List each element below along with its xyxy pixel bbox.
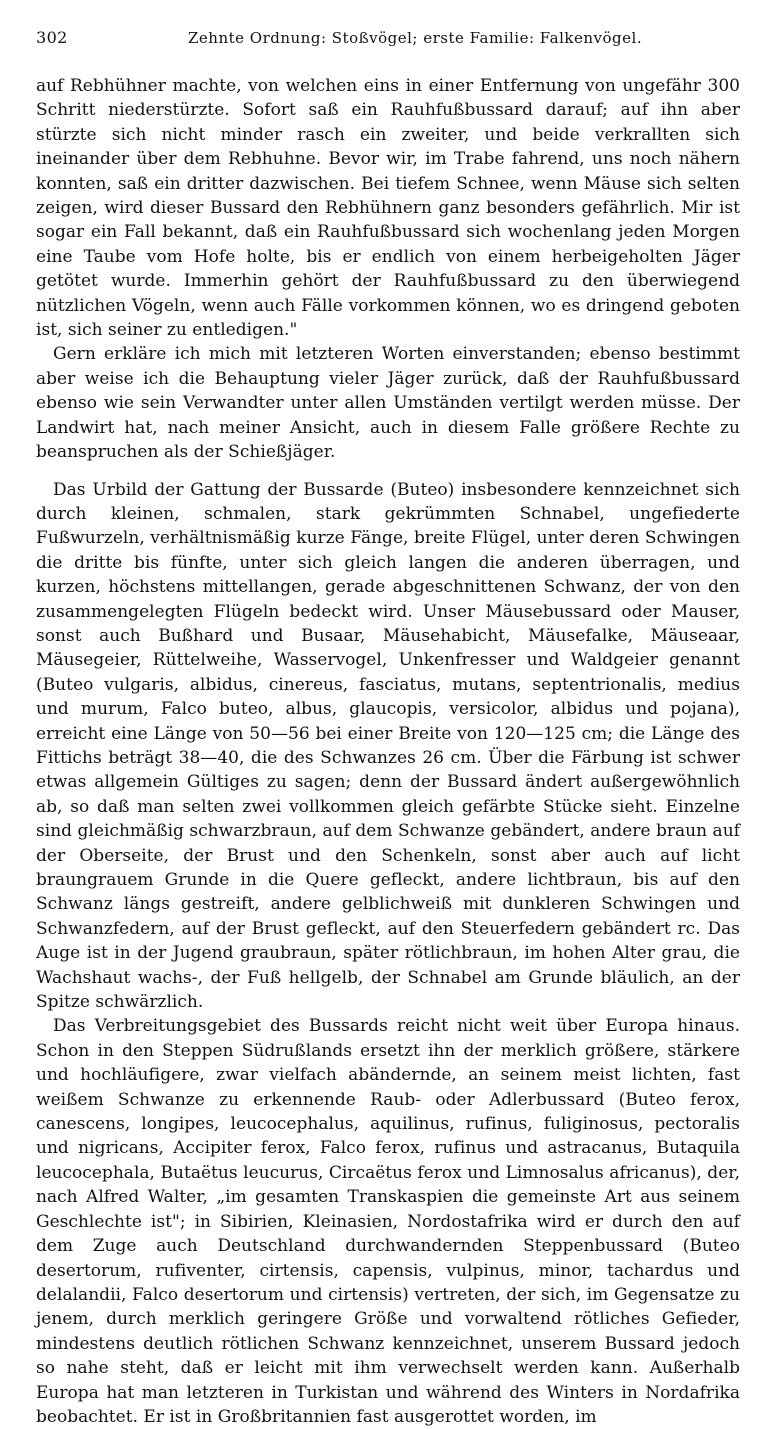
running-title: Zehnte Ordnung: Stoßvögel; erste Familie: Falkenvögel. bbox=[188, 29, 643, 47]
paragraph-buteo-description: Das Urbild der Gattung der Bussarde (Buteo) insbesondere kennzeichnet sich durch kleinen, schmalen, stark gekrümmten Schnabel, ungefiederte Fußwurzeln, verhältnismäßig kurze Fänge, breite Flügel, unter deren Schwingen die dritte bis fünfte, unter sich gleich langen die anderen überragen, und kurzen, höchstens mittellangen, gerade abgeschnittenen Schwanz, der von den zusammengelegten Flügeln bedeckt wird. Unser Mäusebussard oder Mauser, sonst auch Bußhard und Busaar, Mäusehabicht, Mäusefalke, Mäuseaar, Mäusegeier, Rüttelweihe, Wasservogel, Unkenfresser und Waldgeier genannt (Buteo vulgaris, albidus, cinereus, fasciatus, mutans, septentrionalis, medius und murum, Falco buteo, albus, glaucopis, versicolor, albidus und pojana), erreicht eine Länge von 50—56 bei einer Breite von 120—125 cm; die Länge des Fittichs beträgt 38—40, die des Schwanzes 26 cm. Über die Färbung ist schwer etwas allgemein Gültiges zu sagen; denn der Bussard ändert außergewöhnlich ab, so daß man selten zwei vollkommen gleich gefärbte Stücke sieht. Einzelne sind gleichmäßig schwarzbraun, auf dem Schwanze gebändert, andere braun auf der Oberseite, der Brust und den Schenkeln, sonst aber auch auf licht braungrauem Grunde in die Quere gefleckt, andere lichtbraun, bis auf den Schwanz längs gestreift, andere gelblichweiß mit dunkleren Schwingen und Schwanzfedern, auf der Brust gefleckt, auf den Steuerfedern gebändert rc. Das Auge ist in der Jugend graubraun, später rötlichbraun, im hohen Alter grau, die Wachshaut wachs-, der Fuß hellgelb, der Schnabel am Grunde bläulich, an der Spitze schwärzlich. bbox=[36, 479, 740, 1013]
page-number: 302 bbox=[36, 28, 68, 47]
page-body bbox=[36, 74, 740, 1429]
paragraph-distribution: Das Verbreitungsgebiet des Bussards reicht nicht weit über Europa hinaus. Schon in den Steppen Südrußlands ersetzt ihn der merklich größere, stärkere und hochläufigere, zwar vielfach abändernde, an seinem meist lichten, fast weißem Schwanze zu erkennende Raub- oder Adlerbussard (Buteo ferox, canescens, longipes, leucocephalus, aquilinus, rufinus, fuliginosus, pectoralis und nigricans, Accipiter ferox, Falco ferox, rufinus und astracanus, Butaquila leucocephala, Butaëtus leucurus, Circaëtus ferox und Limnosalus africanus), der, nach Alfred Walter, „im gesamten Transkaspien die gemeinste Art aus seinem Geschlechte ist"; in Sibirien, Kleinasien, Nordostafrika wird er durch den auf dem Zuge auch Deutschland durchwandernden Steppenbussard (Buteo desertorum, rufiventer, cirtensis, capensis, vulpinus, minor, tachardus und delalandii, Falco desertorum und cirtensis) vertreten, der sich, im Gegensatze zu jenem, durch merklich geringere Größe und vorwaltend rötliches Gefieder, mindestens deutlich rötlichen Schwanz kennzeichnet, unserem Bussard jedoch so nahe steht, daß er leicht mit ihm verwechselt werden kann. Außerhalb Europa hat man letzteren in Turkistan und während des Winters in Nordafrika beobachtet. Er ist in Großbritannien fast ausgerottet worden, im bbox=[36, 1016, 740, 1427]
paragraph-continuation: auf Rebhühner machte, von welchen eins in einer Entfernung von ungefähr 300 Schritt niederstürzte. Sofort saß ein Rauhfußbussard darauf; auf ihn aber stürzte sich nicht minder rasch ein zweiter, und beide verkrallten sich ineinander über dem Rebhuhne. Bevor wir, im Trabe fahrend, uns noch nähern konnten, saß ein dritter dazwischen. Bei tiefem Schnee, wenn Mäuse sich selten zeigen, wird dieser Bussard den Rebhühnern ganz besonders gefährlich. Mir ist sogar ein Fall bekannt, daß ein Rauhfußbussard sich wochenlang jeden Morgen eine Taube vom Hofe holte, bis er endlich von einem herbeigeholten Jäger getötet wurde. Immerhin gehört der Rauhfußbussard zu den überwiegend nützlichen Vögeln, wenn auch Fälle vorkommen können, wo es dringend geboten ist, sich seiner zu entledigen." bbox=[36, 76, 740, 341]
paragraph-opinion: Gern erkläre ich mich mit letzteren Worten einverstanden; ebenso bestimmt aber weise ich die Behauptung vieler Jäger zurück, daß der Rauhfußbussard ebenso wie sein Verwandter unter allen Umständen vertilgt werden müsse. Der Landwirt hat, nach meiner Ansicht, auch in diesem Falle größere Rechte zu beanspruchen als der Schießjäger. bbox=[36, 344, 740, 463]
document-page bbox=[36, 28, 740, 1427]
page-header bbox=[36, 28, 740, 52]
